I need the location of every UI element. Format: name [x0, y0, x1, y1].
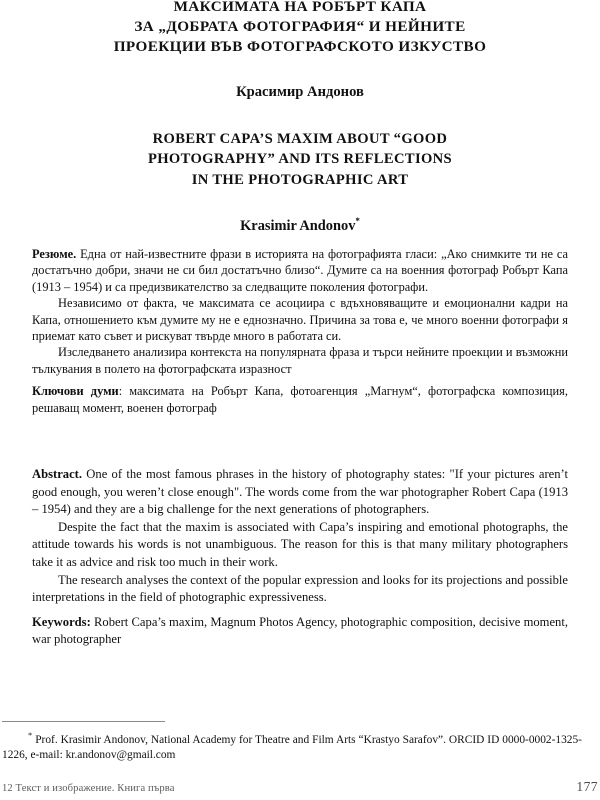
footnote-author-affiliation: [2, 728, 582, 764]
keywords-english-label: Keywords:: [32, 614, 91, 629]
abstract-english: [32, 466, 568, 649]
footnote-separator-rule: [2, 721, 165, 722]
author-name-english: [0, 190, 600, 235]
abstract-bulgarian: [32, 246, 568, 416]
abstract-bulgarian-paragraph-1-text: Една от най-известните фрази в историята на фотографията гласи: „Ако снимките ти не са достатъчно добри, значи не си бил достатъчно близо“. Думите са на военния фотограф Робърт Капа (1913 – 1954) и са предизвикателство за следващите поколения фотографи.: [32, 247, 568, 294]
abstract-english-paragraph-3: The research analyses the context of the popular expression and looks for its projections and possible interpretations in the field of photographic expressiveness.: [32, 572, 568, 605]
abstract-english-paragraph-1-text: One of the most famous phrases in the history of photography states: "If your pictures aren’t good enough, you weren’t close enough". The words come from the war photographer Robert Capa (1913 – 1954) and they are a big challenge for the next generations of photographers.: [32, 467, 568, 517]
title-english-line-2: PHOTOGRAPHY” AND ITS REFLECTIONS: [147, 151, 453, 168]
abstract-bulgarian-label: Резюме.: [32, 247, 77, 261]
keywords-english-text: Robert Capa’s maxim, Magnum Photos Agency, photographic composition, decisive moment, war photographer: [32, 614, 568, 647]
running-footer-publication: 12 Текст и изображение. Книга първа: [2, 783, 175, 794]
title-english-line-1: ROBERT CAPA’S MAXIM ABOUT “GOOD: [152, 130, 448, 147]
abstract-english-label: Abstract.: [32, 467, 83, 481]
page-title-english: [0, 101, 600, 191]
abstract-bulgarian-paragraph-2: Независимо от факта, че максимата се асоциира с вдъхновяващите и емоционални кадри на Капа, отношението към думите му не е еднозначно. Причина за това е, че много военни фотографи я приемат като съвет и рискуват твърде много в работата си.: [32, 296, 568, 344]
keywords-bulgarian: [32, 383, 568, 416]
title-bulgarian-line-3: ПРОЕКЦИИ ВЪВ ФОТОГРАФСКОТО ИЗКУСТВО: [113, 38, 487, 56]
footnote-line-1: Prof. Krasimir Andonov, National Academy for Theatre and Film Arts “Krastyo: [35, 733, 400, 746]
author-name-bulgarian: Красимир Андонов: [236, 83, 364, 100]
keywords-bulgarian-text: : максимата на Робърт Капа, фотоагенция „Магнум“, фотографска композиция, решаващ момент, военен фотограф: [32, 384, 568, 415]
author-name-english-text: Krasimir Andonov: [240, 218, 356, 235]
abstract-bulgarian-paragraph-1: [32, 246, 568, 295]
abstract-english-paragraph-1: [32, 466, 568, 519]
keywords-bulgarian-label: Ключови думи: [32, 384, 119, 399]
footnote-line-2: Sarafov”. ORCID ID 0000-0002-1325-1226, e-mail: kr.andonov@gmail.com: [2, 733, 582, 762]
abstract-bulgarian-paragraph-3: Изследването анализира контекста на популярната фраза и търси нейните проекции и възможни тълкувания в полето на фотографската изразност: [32, 345, 568, 376]
author-footnote-marker: *: [355, 216, 360, 227]
title-bulgarian-line-2: ЗА „ДОБРАТА ФОТОГРАФИЯ“ И НЕЙНИТЕ: [134, 18, 466, 36]
running-footer: [2, 779, 598, 795]
footnote-marker: *: [28, 730, 33, 740]
page-number: 177: [576, 779, 598, 794]
title-bulgarian-line-1: МАКСИМАТА НА РОБЪРТ КАПА: [173, 0, 427, 15]
page-title-bulgarian: [0, 0, 600, 58]
title-english-line-3: IN THE PHOTOGRAPHIC ART: [191, 171, 409, 188]
abstract-english-paragraph-2: Despite the fact that the maxim is associated with Capa’s inspiring and emotional photographs, the attitude towards his words is not unambiguous. The reason for this is that many military photographers take it as advice and risk too much in their work.: [32, 519, 568, 569]
keywords-english: [32, 614, 568, 649]
footnote-indent-spacer: [2, 734, 28, 746]
